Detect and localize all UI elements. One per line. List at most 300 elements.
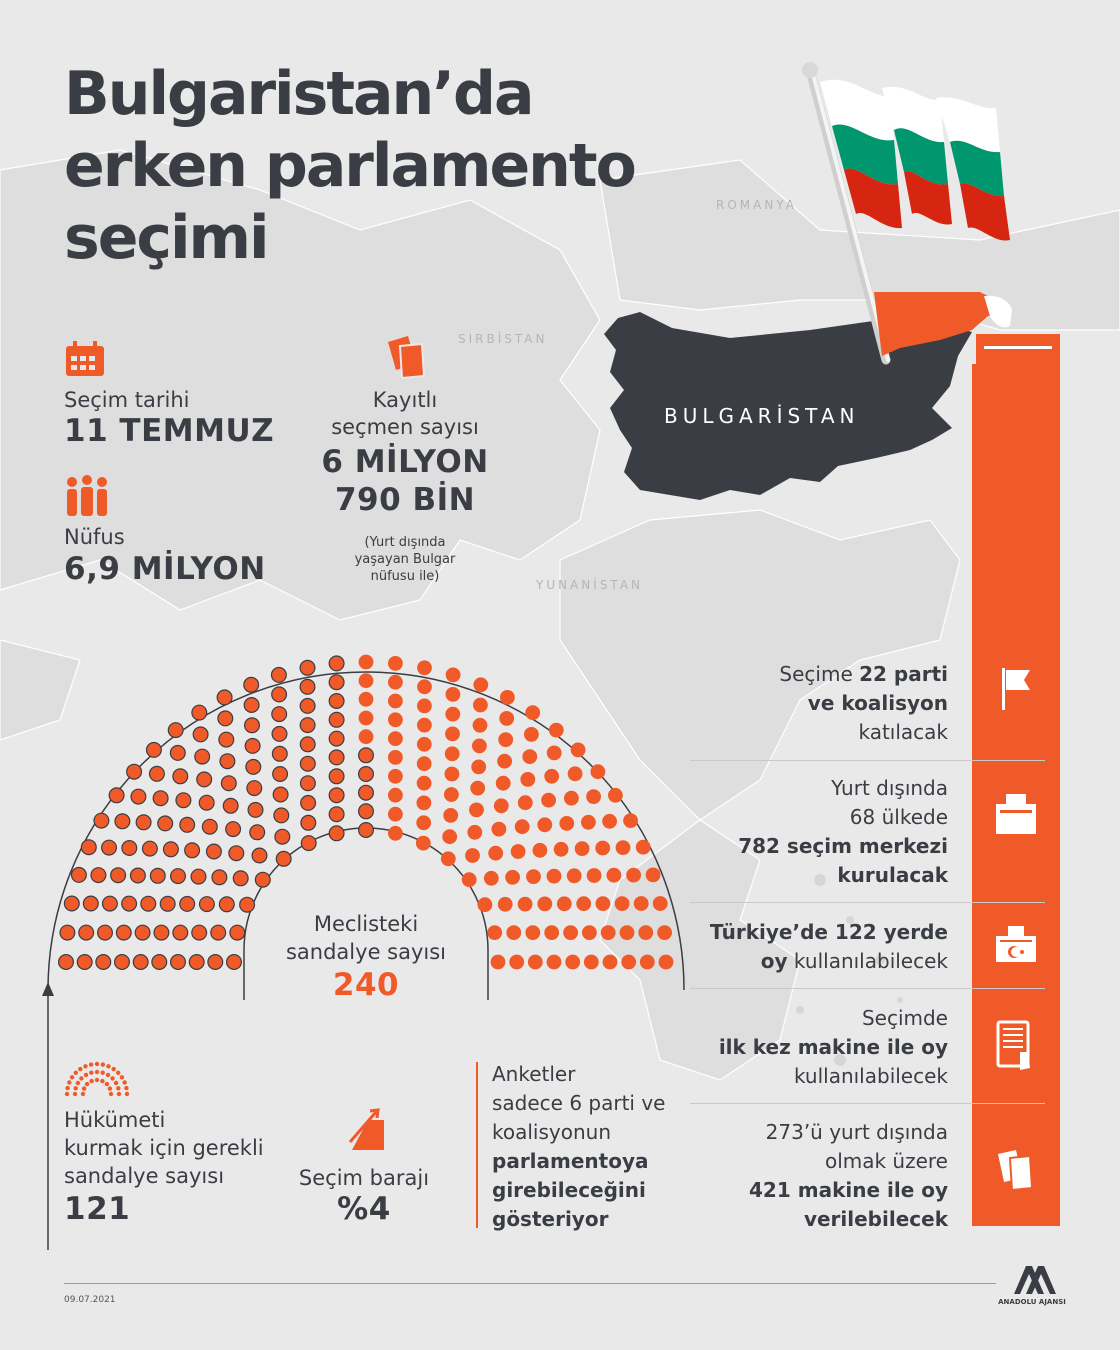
seat-left: [220, 754, 235, 769]
seat-left: [91, 868, 106, 883]
mini-seat: [95, 1062, 99, 1066]
seat-left: [98, 925, 113, 940]
seat-right: [497, 754, 512, 769]
seat-right: [487, 925, 502, 940]
polls-line-5: girebileceğini: [492, 1178, 646, 1202]
seat-right: [388, 675, 403, 690]
seat-right: [496, 776, 511, 791]
seat-left: [197, 772, 212, 787]
seat-right: [587, 868, 602, 883]
seat-right: [462, 872, 477, 887]
mini-seat: [65, 1092, 69, 1096]
seat-left: [226, 822, 241, 837]
seat-left: [219, 732, 234, 747]
ballot-papers-icon: [384, 334, 428, 380]
parliament-total-seats: 240: [332, 967, 400, 1003]
seat-left: [233, 871, 248, 886]
seat-left: [329, 750, 344, 765]
mini-seat: [82, 1086, 86, 1090]
seat-right: [596, 896, 611, 911]
seat-right: [528, 955, 543, 970]
seat-left: [193, 727, 208, 742]
seat-right: [359, 692, 374, 707]
fact-abroad-centers: [608, 774, 948, 890]
turkey-ballot-icon: [988, 916, 1044, 972]
seat-left: [359, 804, 374, 819]
fact-2-line-3: 782 seçim merkezi: [738, 834, 948, 858]
seat-right: [544, 769, 559, 784]
seat-left: [223, 798, 238, 813]
seat-left: [135, 925, 150, 940]
seat-right: [473, 698, 488, 713]
seat-right: [515, 819, 530, 834]
seat-right: [388, 750, 403, 765]
seat-left: [176, 793, 191, 808]
fact-5-line-2: olmak üzere: [824, 1149, 948, 1173]
seat-right: [388, 731, 403, 746]
seat-left: [109, 788, 124, 803]
seat-right: [500, 690, 515, 705]
seat-right: [469, 803, 484, 818]
seat-right: [359, 673, 374, 688]
seat-right: [465, 848, 480, 863]
seat-right: [498, 732, 513, 747]
government-label-3: sandalye sayısı: [64, 1164, 225, 1188]
mini-seat: [74, 1086, 78, 1090]
seat-right: [417, 660, 432, 675]
seat-left: [150, 766, 165, 781]
seat-right: [506, 925, 521, 940]
seat-left: [102, 840, 117, 855]
seat-left: [168, 723, 183, 738]
seat-right: [417, 756, 432, 771]
government-label-1: Hükümeti: [64, 1108, 166, 1132]
seat-left: [150, 868, 165, 883]
seat-left: [301, 815, 316, 830]
fact-3-line-2b: kullanılabilecek: [787, 949, 948, 973]
fact-2-line-4: kurulacak: [837, 863, 948, 887]
title-line-1: Bulgaristan’da: [64, 59, 533, 129]
voters-label-2: seçmen sayısı: [331, 415, 479, 439]
seat-right: [417, 699, 432, 714]
map-label-greece: YUNANİSTAN: [536, 578, 644, 592]
seat-right: [518, 795, 533, 810]
seat-left: [164, 842, 179, 857]
seat-right: [505, 870, 520, 885]
seat-right: [446, 687, 461, 702]
fact-1-text-b: 22 parti: [859, 662, 948, 686]
seat-right: [547, 746, 562, 761]
seat-left: [272, 727, 287, 742]
seat-left: [79, 925, 94, 940]
map-label-serbia: SIRBİSTAN: [458, 332, 548, 346]
seat-left: [212, 870, 227, 885]
seat-right: [581, 815, 596, 830]
mini-parliament-icon: [60, 1058, 134, 1098]
seat-right: [549, 723, 564, 738]
seat-left: [247, 781, 262, 796]
seat-right: [520, 772, 535, 787]
seat-right: [498, 897, 513, 912]
seat-left: [230, 925, 245, 940]
seat-right: [472, 739, 487, 754]
seat-left: [218, 711, 233, 726]
seat-right: [533, 843, 548, 858]
seat-right: [388, 694, 403, 709]
flag-icon: [988, 660, 1044, 716]
seat-right: [359, 729, 374, 744]
seat-left: [59, 955, 74, 970]
seat-right: [571, 743, 586, 758]
seat-left: [83, 896, 98, 911]
seat-right: [509, 955, 524, 970]
seat-right: [522, 749, 537, 764]
fact-5-line-4: verilebilecek: [803, 1207, 948, 1231]
threshold-label: Seçim barajı: [298, 1166, 430, 1190]
seat-left: [300, 756, 315, 771]
mini-seat: [85, 1082, 89, 1086]
seat-left: [244, 677, 259, 692]
seat-right: [525, 705, 540, 720]
mini-seat: [89, 1079, 93, 1083]
seat-left: [94, 813, 109, 828]
voters-note-3: nüfusu ile): [370, 569, 440, 584]
fact-2-line-2: 68 ülkede: [849, 805, 948, 829]
voting-machine-icon: [988, 1018, 1044, 1074]
seat-left: [160, 896, 175, 911]
footer-date: 09.07.2021: [64, 1295, 116, 1305]
seat-left: [301, 776, 316, 791]
polls-line-1: Anketler: [492, 1062, 576, 1086]
seat-left: [189, 955, 204, 970]
seat-right: [473, 718, 488, 733]
mini-seat: [67, 1080, 71, 1084]
seat-right: [564, 791, 579, 806]
seat-right: [544, 925, 559, 940]
seat-left: [133, 955, 148, 970]
mini-seat: [100, 1079, 104, 1083]
seat-left: [127, 764, 142, 779]
fact-machine-first: [608, 1004, 948, 1091]
mini-seat: [76, 1081, 80, 1085]
fact-5-line-1: 273’ü yurt dışında: [765, 1120, 948, 1144]
mini-seat: [106, 1073, 110, 1077]
seat-right: [499, 711, 514, 726]
seat-left: [136, 815, 151, 830]
seat-right: [445, 707, 460, 722]
seat-right: [492, 822, 507, 837]
seat-left: [329, 826, 344, 841]
seat-right: [484, 871, 499, 886]
seat-right: [470, 781, 485, 796]
seat-right: [547, 869, 562, 884]
mini-seat: [83, 1064, 87, 1068]
seat-left: [301, 796, 316, 811]
seat-left: [72, 868, 87, 883]
seat-left: [272, 707, 287, 722]
seat-right: [473, 677, 488, 692]
voters-note-2: yaşayan Bulgar: [354, 552, 456, 567]
seat-right: [444, 787, 459, 802]
polls-accent-bar: [476, 1062, 478, 1228]
seat-right: [526, 869, 541, 884]
seat-right: [417, 718, 432, 733]
seat-left: [64, 896, 79, 911]
seat-right: [511, 844, 526, 859]
fact-divider: [690, 1103, 1045, 1104]
voters-note-1: (Yurt dışında: [364, 535, 446, 550]
mini-seat: [79, 1076, 83, 1080]
mini-seat: [89, 1062, 93, 1066]
polls-line-3: koalisyonun: [492, 1120, 611, 1144]
seat-left: [359, 823, 374, 838]
seat-left: [131, 868, 146, 883]
population-value: 6,9 MİLYON: [64, 551, 266, 587]
seat-right: [524, 727, 539, 742]
ballot-box-icon: [988, 786, 1044, 842]
seat-left: [300, 718, 315, 733]
seat-right: [575, 841, 590, 856]
seat-right: [416, 815, 431, 830]
parliament-label-2: sandalye sayısı: [285, 940, 447, 964]
seat-right: [388, 769, 403, 784]
seat-left: [329, 712, 344, 727]
title-line-2: erken parlamento: [64, 131, 635, 201]
voters-value-2: 790 BİN: [334, 482, 476, 518]
seat-left: [272, 687, 287, 702]
mini-seat: [120, 1075, 124, 1079]
election-date-value: 11 TEMMUZ: [64, 413, 275, 449]
mini-seat: [124, 1086, 128, 1090]
seat-right: [576, 896, 591, 911]
seat-right: [554, 842, 569, 857]
seat-left: [122, 896, 137, 911]
seat-left: [191, 869, 206, 884]
seat-left: [219, 897, 234, 912]
seat-left: [171, 955, 186, 970]
seat-right: [634, 896, 649, 911]
seat-left: [173, 769, 188, 784]
seat-left: [122, 841, 137, 856]
map-label-bulgaria: BULGARİSTAN: [664, 404, 860, 428]
mini-seat: [73, 1092, 77, 1096]
seat-right: [653, 896, 668, 911]
seat-right: [563, 925, 578, 940]
seat-left: [300, 660, 315, 675]
seat-left: [143, 841, 158, 856]
seat-left: [272, 746, 287, 761]
footer-line: [64, 1283, 996, 1284]
seat-left: [329, 807, 344, 822]
seat-left: [185, 843, 200, 858]
threshold-icon: [348, 1108, 388, 1152]
mini-seat: [106, 1064, 110, 1068]
seat-left: [115, 955, 130, 970]
seat-left: [103, 896, 118, 911]
seat-left: [202, 819, 217, 834]
seat-left: [359, 748, 374, 763]
seat-right: [359, 655, 374, 670]
polls-line-6: gösteriyor: [492, 1207, 609, 1231]
seat-right: [494, 798, 509, 813]
seat-right: [557, 896, 572, 911]
seat-right: [417, 737, 432, 752]
seat-left: [229, 846, 244, 861]
seat-left: [359, 785, 374, 800]
seat-left: [273, 787, 288, 802]
seat-left: [81, 840, 96, 855]
seat-left: [272, 668, 287, 683]
seat-right: [417, 679, 432, 694]
seat-right: [491, 955, 506, 970]
seat-right: [388, 826, 403, 841]
seat-right: [446, 668, 461, 683]
seat-right: [443, 808, 458, 823]
page-title: [64, 58, 704, 274]
seat-left: [329, 731, 344, 746]
mini-seat: [110, 1076, 114, 1080]
mini-seat: [74, 1071, 78, 1075]
seat-left: [131, 789, 146, 804]
seat-left: [329, 788, 344, 803]
fact-4-line-2: ilk kez makine ile oy: [718, 1035, 948, 1059]
seat-left: [246, 760, 261, 775]
seat-left: [111, 868, 126, 883]
seat-right: [541, 793, 556, 808]
ballot-papers-icon: [988, 1144, 1044, 1200]
seat-left: [217, 690, 232, 705]
seat-right: [582, 925, 597, 940]
seat-right: [565, 955, 580, 970]
seat-right: [488, 846, 503, 861]
voters-label-1: Kayıtlı: [372, 388, 438, 412]
seat-left: [115, 814, 130, 829]
seat-left: [329, 769, 344, 784]
title-line-3: seçimi: [64, 203, 268, 273]
mini-seat: [81, 1092, 85, 1096]
map-label-romania: ROMANYA: [716, 198, 797, 212]
seat-left: [158, 816, 173, 831]
seat-right: [559, 816, 574, 831]
fact-3-line-1: Türkiye’de 122 yerde: [709, 920, 948, 944]
mini-seat: [78, 1067, 82, 1071]
mini-seat: [109, 1092, 113, 1096]
mini-seat: [117, 1092, 121, 1096]
fact-1-line-3: katılacak: [858, 720, 948, 744]
arrow-head: [42, 982, 54, 996]
seat-right: [518, 897, 533, 912]
seat-left: [329, 694, 344, 709]
seat-left: [221, 776, 236, 791]
population-icon: [64, 474, 110, 518]
seat-right: [388, 788, 403, 803]
seat-left: [96, 955, 111, 970]
fact-4-line-1: Seçimde: [861, 1006, 948, 1030]
seat-right: [417, 796, 432, 811]
fact-partiler: [608, 660, 948, 747]
seat-right: [567, 868, 582, 883]
seat-left: [154, 925, 169, 940]
mini-seat: [116, 1086, 120, 1090]
mini-seat: [95, 1078, 99, 1082]
fact-turkey: [608, 918, 948, 976]
seat-right: [586, 789, 601, 804]
seat-right: [445, 746, 460, 761]
seat-left: [199, 795, 214, 810]
seat-left: [171, 869, 186, 884]
seat-left: [359, 767, 374, 782]
seat-right: [537, 897, 552, 912]
mini-seat: [70, 1075, 74, 1079]
seat-left: [192, 705, 207, 720]
seat-right: [537, 817, 552, 832]
seat-left: [207, 844, 222, 859]
seat-left: [245, 718, 260, 733]
agency-logo-text: ANADOLU AJANSI: [998, 1298, 1066, 1306]
seat-left: [147, 743, 162, 758]
seat-left: [208, 955, 223, 970]
seat-left: [248, 803, 263, 818]
seat-right: [417, 776, 432, 791]
seat-left: [173, 925, 188, 940]
polls-line-4: parlamentoya: [492, 1149, 649, 1173]
seat-left: [300, 699, 315, 714]
seat-left: [170, 746, 185, 761]
seat-left: [274, 808, 289, 823]
calendar-icon: [64, 340, 106, 378]
seat-left: [180, 897, 195, 912]
fact-1-text-a: Seçime: [779, 662, 860, 686]
seat-left: [60, 925, 75, 940]
seat-left: [255, 872, 270, 887]
seat-right: [615, 896, 630, 911]
seat-left: [252, 848, 267, 863]
seat-left: [211, 925, 226, 940]
seat-left: [329, 656, 344, 671]
seat-left: [77, 955, 92, 970]
seat-left: [152, 955, 167, 970]
seat-right: [547, 955, 562, 970]
mini-seat: [125, 1092, 129, 1096]
fact-divider: [690, 760, 1045, 761]
seat-left: [200, 897, 215, 912]
seat-left: [250, 825, 265, 840]
seat-right: [445, 767, 460, 782]
seat-left: [195, 749, 210, 764]
seat-right: [442, 829, 457, 844]
seat-right: [445, 727, 460, 742]
election-date-label: Seçim tarihi: [64, 388, 190, 412]
seat-left: [300, 679, 315, 694]
polls-line-2: sadece 6 parti ve: [492, 1091, 666, 1115]
fact-divider: [690, 988, 1045, 989]
threshold-value: %4: [337, 1191, 391, 1227]
seat-right: [471, 760, 486, 775]
seat-right: [584, 955, 599, 970]
seat-left: [276, 851, 291, 866]
mini-seat: [123, 1080, 127, 1084]
mini-seat: [101, 1062, 105, 1066]
mini-seat: [84, 1073, 88, 1077]
seat-right: [359, 711, 374, 726]
ballot-hand-icon: [860, 286, 1080, 376]
seat-right: [388, 712, 403, 727]
seat-left: [275, 829, 290, 844]
fact-3-line-2a: oy: [760, 949, 788, 973]
mini-seat: [105, 1082, 109, 1086]
fact-2-line-1: Yurt dışında: [831, 776, 948, 800]
fact-divider: [690, 902, 1045, 903]
